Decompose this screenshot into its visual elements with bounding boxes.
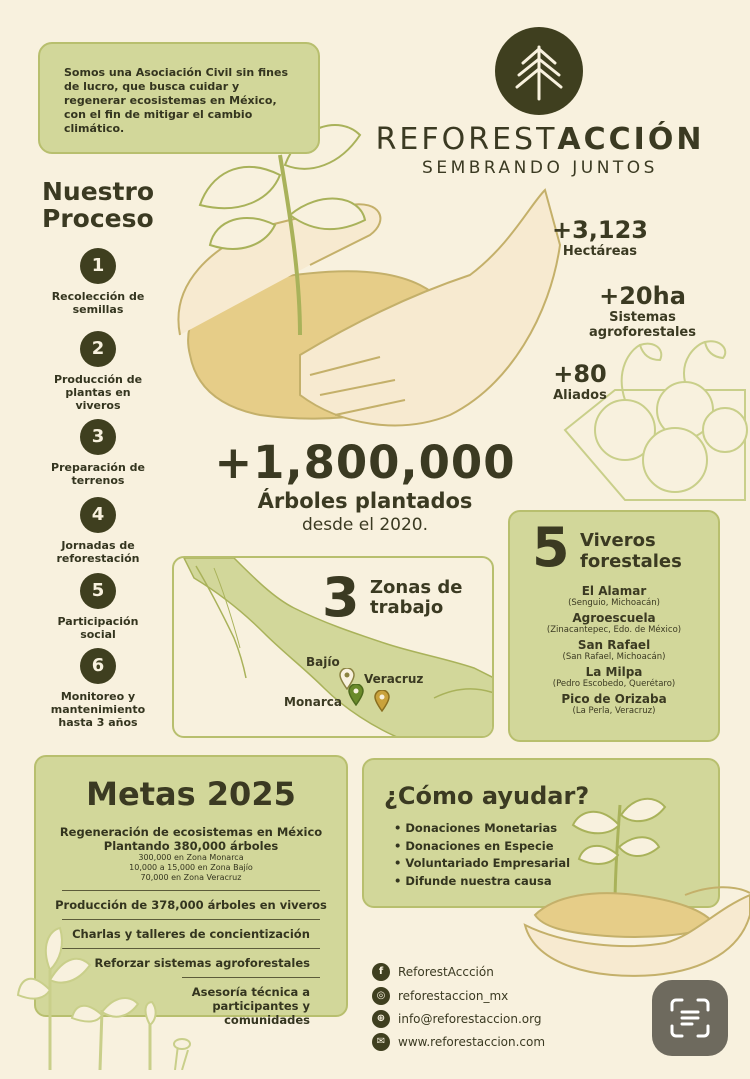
process-step: [18, 331, 178, 412]
zones-map-box: [172, 556, 494, 738]
process-title-line1: Nuestro: [42, 177, 155, 206]
vivero-item: [510, 611, 718, 635]
step-label-line3: viveros: [75, 399, 121, 412]
viveros-title: [580, 530, 682, 572]
contact-facebook[interactable]: [372, 963, 494, 981]
brand-slogan: SEMBRANDO JUNTOS: [422, 158, 658, 178]
divider: [62, 890, 320, 891]
step-label-line2: social: [80, 628, 116, 641]
step-number: 3: [80, 419, 116, 455]
help-item: • Donaciones Monetarias: [394, 821, 558, 835]
intro-text: Somos una Asociación Civil sin fines de lucro, que busca cuidar y regenerar ecosistemas en México, con el fin de mitigar el cambio climático.: [64, 66, 288, 135]
scan-text-button[interactable]: [652, 980, 728, 1056]
stat-allies-value: +80: [553, 360, 607, 388]
vivero-item: [510, 584, 718, 608]
step-label-line2: terrenos: [71, 474, 125, 487]
viveros-list: [510, 584, 718, 716]
meta-goal5-line1: Asesoría técnica a: [191, 985, 310, 999]
viveros-title-line2: forestales: [580, 551, 682, 572]
stat-allies: [540, 360, 620, 403]
brand-name-bold: ACCIÓN: [557, 122, 705, 157]
help-item-label: Difunde nuestra causa: [405, 873, 552, 888]
hands-seedling-illustration: [515, 785, 750, 985]
vivero-name: San Rafael: [577, 638, 651, 652]
meta-goal1-line2: Plantando 380,000 árboles: [103, 839, 279, 853]
viveros-number: 5: [532, 516, 570, 579]
step-number: 1: [80, 248, 116, 284]
trees-planted-value: +1,800,000: [214, 436, 516, 489]
pine-tree-icon: [495, 27, 583, 115]
step-label-line2: plantas en: [65, 386, 131, 399]
meta-goal1-line1: Regeneración de ecosistemas en México: [59, 825, 323, 839]
zone-label-bajio: Bajío: [306, 655, 340, 669]
process-step: [18, 497, 178, 565]
vivero-item: [510, 665, 718, 689]
sprouts-illustration: [10, 910, 200, 1070]
meta-goal4: Reforzar sistemas agroforestales: [94, 956, 310, 970]
facebook-icon: f: [372, 963, 390, 981]
vivero-place: (Zinacantepec, Edo. de México): [546, 625, 682, 635]
stat-allies-label: Aliados: [553, 388, 607, 403]
stat-agro: [575, 282, 710, 340]
help-item: • Voluntariado Empresarial: [394, 856, 571, 870]
step-label-line1: Preparación de: [51, 461, 145, 474]
text-scan-icon: [652, 980, 728, 1056]
vivero-name: El Alamar: [581, 584, 647, 598]
help-item: • Donaciones en Especie: [394, 838, 554, 853]
viveros-title-line1: Viveros: [580, 530, 656, 551]
stat-hectares-value: +3,123: [551, 216, 649, 244]
contact-email[interactable]: [372, 1010, 541, 1028]
stat-agro-value: +20ha: [599, 282, 686, 310]
meta-goal3: Charlas y talleres de concientización: [72, 927, 310, 941]
process-step: [18, 248, 178, 316]
intro-text-box: [38, 42, 320, 154]
process-title: [42, 178, 154, 232]
contact-instagram-label: reforestaccion_mx: [398, 989, 509, 1003]
contact-facebook-label: ReforestAccción: [398, 965, 494, 979]
vivero-name: Pico de Orizaba: [561, 692, 667, 706]
zones-title-line1: Zonas de: [370, 577, 463, 598]
process-step: [18, 573, 178, 641]
zones-title-line2: trabajo: [370, 597, 444, 618]
meta-goal1-sub: 70,000 en Zona Veracruz: [140, 873, 242, 882]
help-item-label: Donaciones Monetarias: [405, 821, 558, 835]
process-step: [18, 419, 178, 487]
zones-number: 3: [322, 566, 360, 629]
contact-web[interactable]: [372, 1033, 545, 1051]
process-title-line2: Proceso: [42, 204, 154, 233]
vivero-name: Agroescuela: [572, 611, 656, 625]
map-pin-icon: [374, 690, 390, 712]
meta-goal1-sub: 300,000 en Zona Monarca: [138, 853, 244, 862]
step-label-line1: Monitoreo y: [60, 690, 136, 703]
zone-label-veracruz: Veracruz: [364, 672, 424, 686]
globe-icon: ⊕: [372, 1010, 390, 1028]
vivero-place: (Senguio, Michoacán): [568, 598, 660, 608]
vivero-item: [510, 692, 718, 716]
meta-goal5-line3: comunidades: [224, 1013, 310, 1027]
brand-name: [360, 122, 720, 157]
stat-agro-label1: Sistemas: [609, 310, 676, 325]
logo: [495, 27, 583, 115]
vivero-place: (San Rafael, Michoacán): [562, 652, 666, 662]
help-item-label: Voluntariado Empresarial: [405, 856, 571, 870]
step-label-line2: mantenimiento: [50, 703, 146, 716]
viveros-box: [508, 510, 720, 742]
meta-goal2: Producción de 378,000 árboles en viveros: [55, 898, 327, 912]
step-number: 2: [80, 331, 116, 367]
vivero-place: (Pedro Escobedo, Querétaro): [552, 679, 676, 689]
mail-icon: ✉: [372, 1033, 390, 1051]
stat-agro-label2: agroforestales: [589, 325, 696, 340]
contact-web-label: www.reforestaccion.com: [398, 1035, 546, 1049]
step-number: 4: [80, 497, 116, 533]
step-label-line2: reforestación: [56, 552, 140, 565]
stat-hectares-label: Hectáreas: [562, 244, 638, 259]
step-label-line2: semillas: [72, 303, 124, 316]
step-label-line3: hasta 3 años: [58, 716, 138, 729]
instagram-icon: ◎: [372, 987, 390, 1005]
step-label-line1: Jornadas de: [61, 539, 135, 552]
vivero-item: [510, 638, 718, 662]
process-step: [18, 648, 178, 729]
step-number: 5: [80, 573, 116, 609]
step-label-line1: Producción de: [53, 373, 143, 386]
step-label-line1: Recolección de: [51, 290, 145, 303]
meta-goal1-sub: 10,000 a 15,000 en Zona Bajío: [129, 863, 253, 872]
zone-label-monarca: Monarca: [284, 695, 342, 709]
plants-pots-illustration: [555, 330, 750, 510]
step-label-line1: Participación: [57, 615, 139, 628]
contact-email-label: info@reforestaccion.org: [398, 1012, 542, 1026]
trees-planted-since: desde el 2020.: [301, 515, 428, 535]
zones-title: [370, 578, 462, 618]
map-pin-icon: [348, 684, 364, 706]
meta-goal5-line2: participantes y: [212, 999, 310, 1013]
contact-instagram[interactable]: [372, 987, 508, 1005]
divider: [182, 977, 320, 978]
stat-hectares: [545, 216, 655, 259]
trees-planted-label: Árboles plantados: [257, 489, 473, 513]
vivero-place: (La Perla, Veracruz): [572, 706, 656, 716]
step-number: 6: [80, 648, 116, 684]
help-item-label: Donaciones en Especie: [405, 838, 554, 853]
vivero-name: La Milpa: [585, 665, 643, 679]
como-ayudar-title: ¿Cómo ayudar?: [384, 782, 590, 810]
help-item: • Difunde nuestra causa: [394, 873, 552, 888]
metas-title: Metas 2025: [86, 775, 296, 813]
brand-name-light: REFOREST: [375, 122, 558, 157]
